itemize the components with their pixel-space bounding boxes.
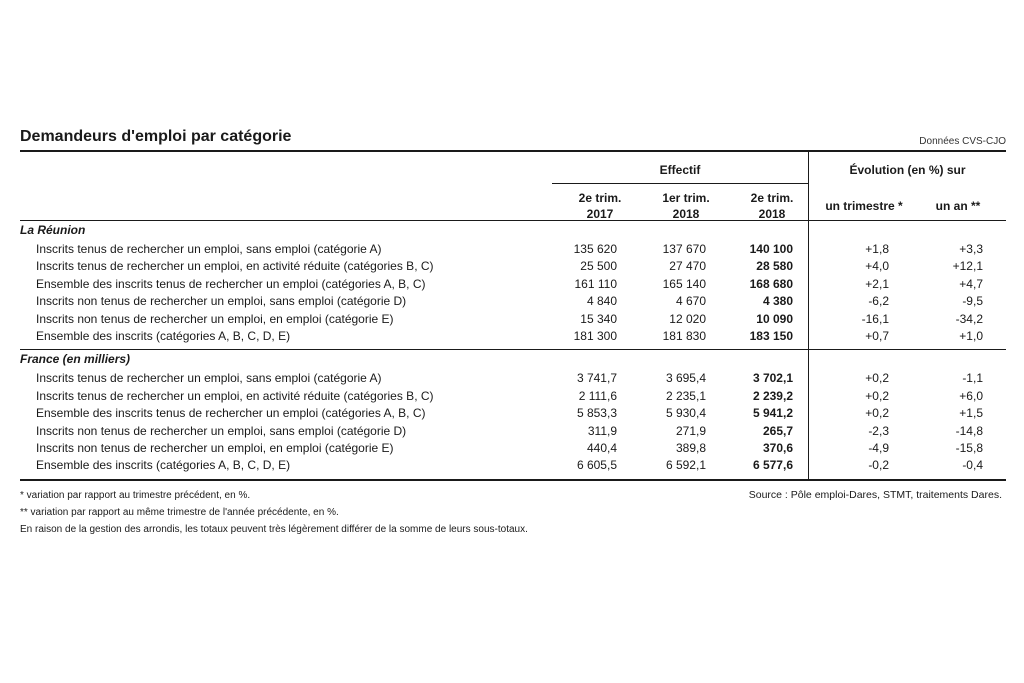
table-section bbox=[20, 221, 1006, 349]
table-row bbox=[20, 275, 1006, 292]
employment-table-figure bbox=[20, 128, 1006, 538]
cell-col-2: 2 235,1 bbox=[665, 388, 706, 403]
cell-col-3: 265,7 bbox=[762, 423, 793, 438]
cell-col-4: -16,1 bbox=[861, 311, 889, 326]
cell-col-2: 27 470 bbox=[669, 259, 706, 274]
cell-col-1: 25 500 bbox=[580, 259, 617, 274]
col-header-1 bbox=[560, 190, 640, 222]
table-row bbox=[20, 257, 1006, 274]
cell-col-5: -0,4 bbox=[962, 458, 983, 473]
source-note: Source : Pôle emploi-Dares, STMT, traitements Dares. bbox=[748, 488, 1002, 501]
cell-col-1: 15 340 bbox=[580, 311, 617, 326]
group-effectif: Effectif bbox=[659, 163, 701, 177]
cell-col-3: 183 150 bbox=[749, 328, 793, 343]
cell-col-1: 4 840 bbox=[586, 294, 617, 309]
footer bbox=[20, 487, 1006, 538]
cell-col-2: 271,9 bbox=[675, 423, 706, 438]
footnote-2: ** variation par rapport au même trimestre de l'année précédente, en %. bbox=[20, 506, 339, 518]
col-header-2-line2: 2018 bbox=[672, 207, 700, 221]
col-header-3-line1: 2e trim. bbox=[750, 191, 794, 205]
table-header bbox=[20, 152, 1006, 220]
cell-col-3: 5 941,2 bbox=[752, 406, 793, 421]
cell-col-4: +2,1 bbox=[865, 276, 889, 291]
row-label: Inscrits non tenus de rechercher un emploi, en emploi (catégorie E) bbox=[36, 311, 394, 326]
cell-col-3: 10 090 bbox=[756, 311, 793, 326]
cell-col-2: 181 830 bbox=[662, 328, 706, 343]
row-label: Inscrits non tenus de rechercher un emploi, sans emploi (catégorie D) bbox=[36, 294, 407, 309]
cell-col-1: 3 741,7 bbox=[576, 371, 617, 386]
table-title: Demandeurs d'emploi par catégorie bbox=[20, 128, 292, 145]
cell-col-4: -6,2 bbox=[868, 294, 889, 309]
row-label: Inscrits non tenus de rechercher un emploi, en emploi (catégorie E) bbox=[36, 440, 394, 455]
cell-col-1: 2 111,6 bbox=[578, 388, 617, 403]
row-label: Inscrits tenus de rechercher un emploi, sans emploi (catégorie A) bbox=[36, 242, 382, 256]
footnote-1: * variation par rapport au trimestre précédent, en %. bbox=[20, 489, 251, 501]
cell-col-1: 5 853,3 bbox=[576, 406, 617, 421]
cell-col-2: 6 592,1 bbox=[665, 458, 706, 473]
data-note: Données CVS-CJO bbox=[919, 136, 1006, 147]
cell-col-5: -34,2 bbox=[955, 311, 983, 326]
cell-col-3: 6 577,6 bbox=[752, 458, 793, 473]
row-label: Inscrits tenus de rechercher un emploi, en activité réduite (catégories B, C) bbox=[36, 388, 434, 403]
cell-col-4: +0,7 bbox=[865, 328, 889, 343]
cell-col-5: +1,5 bbox=[959, 406, 983, 421]
cell-col-1: 311,9 bbox=[587, 423, 617, 438]
cell-col-3: 4 380 bbox=[762, 294, 793, 309]
cell-col-4: +0,2 bbox=[865, 406, 889, 421]
cell-col-2: 5 930,4 bbox=[665, 406, 706, 421]
row-label: Inscrits tenus de rechercher un emploi, en activité réduite (catégories B, C) bbox=[36, 259, 434, 274]
section-title: France (en milliers) bbox=[20, 352, 131, 367]
cell-col-1: 161 110 bbox=[574, 276, 617, 291]
cell-col-2: 3 695,4 bbox=[665, 371, 706, 386]
cell-col-3: 2 239,2 bbox=[752, 388, 793, 403]
col-header-5: un an ** bbox=[935, 199, 981, 213]
cell-col-5: -15,8 bbox=[955, 440, 983, 455]
row-label: Ensemble des inscrits tenus de rechercher un emploi (catégories A, B, C) bbox=[36, 406, 426, 421]
cell-col-1: 440,4 bbox=[586, 440, 617, 455]
cell-col-3: 168 680 bbox=[749, 276, 793, 291]
cell-col-2: 137 670 bbox=[662, 242, 706, 256]
cell-col-4: +4,0 bbox=[865, 259, 889, 274]
effectif-underline bbox=[552, 183, 808, 184]
cell-col-4: +0,2 bbox=[865, 388, 889, 403]
cell-col-3: 370,6 bbox=[762, 440, 793, 455]
cell-col-4: +1,8 bbox=[865, 242, 889, 256]
table-body bbox=[20, 221, 1006, 479]
table-row bbox=[20, 439, 1006, 456]
cell-col-2: 12 020 bbox=[669, 311, 706, 326]
cell-col-2: 4 670 bbox=[675, 294, 706, 309]
table-row bbox=[20, 456, 1006, 473]
col-header-3-line2: 2018 bbox=[758, 207, 786, 221]
row-label: Ensemble des inscrits (catégories A, B, C, D, E) bbox=[36, 458, 291, 473]
cell-col-5: +4,7 bbox=[959, 276, 983, 291]
table-row bbox=[20, 404, 1006, 421]
group-evolution: Évolution (en %) sur bbox=[849, 163, 966, 177]
table-row bbox=[20, 369, 1006, 386]
cell-col-3: 3 702,1 bbox=[752, 371, 793, 386]
section-spacer bbox=[20, 474, 1006, 479]
table-row bbox=[20, 327, 1006, 344]
bottom-rule bbox=[20, 479, 1006, 481]
cell-col-5: -1,1 bbox=[962, 371, 983, 386]
table-row bbox=[20, 387, 1006, 404]
row-label: Inscrits non tenus de rechercher un emploi, sans emploi (catégorie D) bbox=[36, 423, 407, 438]
section-title: La Réunion bbox=[20, 223, 86, 237]
table-row bbox=[20, 240, 1006, 257]
col-header-1-line1: 2e trim. bbox=[578, 191, 622, 205]
cell-col-4: -0,2 bbox=[868, 458, 889, 473]
cell-col-5: +1,0 bbox=[959, 328, 983, 343]
row-label: Inscrits tenus de rechercher un emploi, sans emploi (catégorie A) bbox=[36, 371, 382, 386]
table-row bbox=[20, 422, 1006, 439]
cell-col-2: 389,8 bbox=[675, 440, 706, 455]
title-row bbox=[20, 128, 1006, 150]
col-header-2 bbox=[646, 190, 726, 222]
col-header-1-line2: 2017 bbox=[586, 207, 614, 221]
cell-col-3: 28 580 bbox=[756, 259, 793, 274]
cell-col-4: -2,3 bbox=[868, 423, 889, 438]
cell-col-5: +6,0 bbox=[959, 388, 983, 403]
row-label: Ensemble des inscrits (catégories A, B, C, D, E) bbox=[36, 328, 291, 343]
col-header-4: un trimestre * bbox=[825, 199, 903, 213]
table-row bbox=[20, 310, 1006, 327]
cell-col-5: +3,3 bbox=[959, 242, 983, 256]
footnote-3: En raison de la gestion des arrondis, les totaux peuvent très légèrement différer de la somme de leurs sous-totaux. bbox=[20, 523, 528, 535]
cell-col-1: 181 300 bbox=[573, 328, 617, 343]
cell-col-3: 140 100 bbox=[749, 242, 793, 256]
row-label: Ensemble des inscrits tenus de rechercher un emploi (catégories A, B, C) bbox=[36, 276, 426, 291]
cell-col-5: -14,8 bbox=[955, 423, 983, 438]
cell-col-4: +0,2 bbox=[865, 371, 889, 386]
cell-col-1: 6 605,5 bbox=[576, 458, 617, 473]
col-header-3 bbox=[732, 190, 812, 222]
cell-col-1: 135 620 bbox=[573, 242, 617, 256]
cell-col-5: +12,1 bbox=[952, 259, 983, 274]
table-section bbox=[20, 349, 1006, 478]
cell-col-4: -4,9 bbox=[868, 440, 889, 455]
cell-col-5: -9,5 bbox=[962, 294, 983, 309]
col-header-2-line1: 1er trim. bbox=[662, 191, 710, 205]
cell-col-2: 165 140 bbox=[662, 276, 706, 291]
table-row bbox=[20, 292, 1006, 309]
